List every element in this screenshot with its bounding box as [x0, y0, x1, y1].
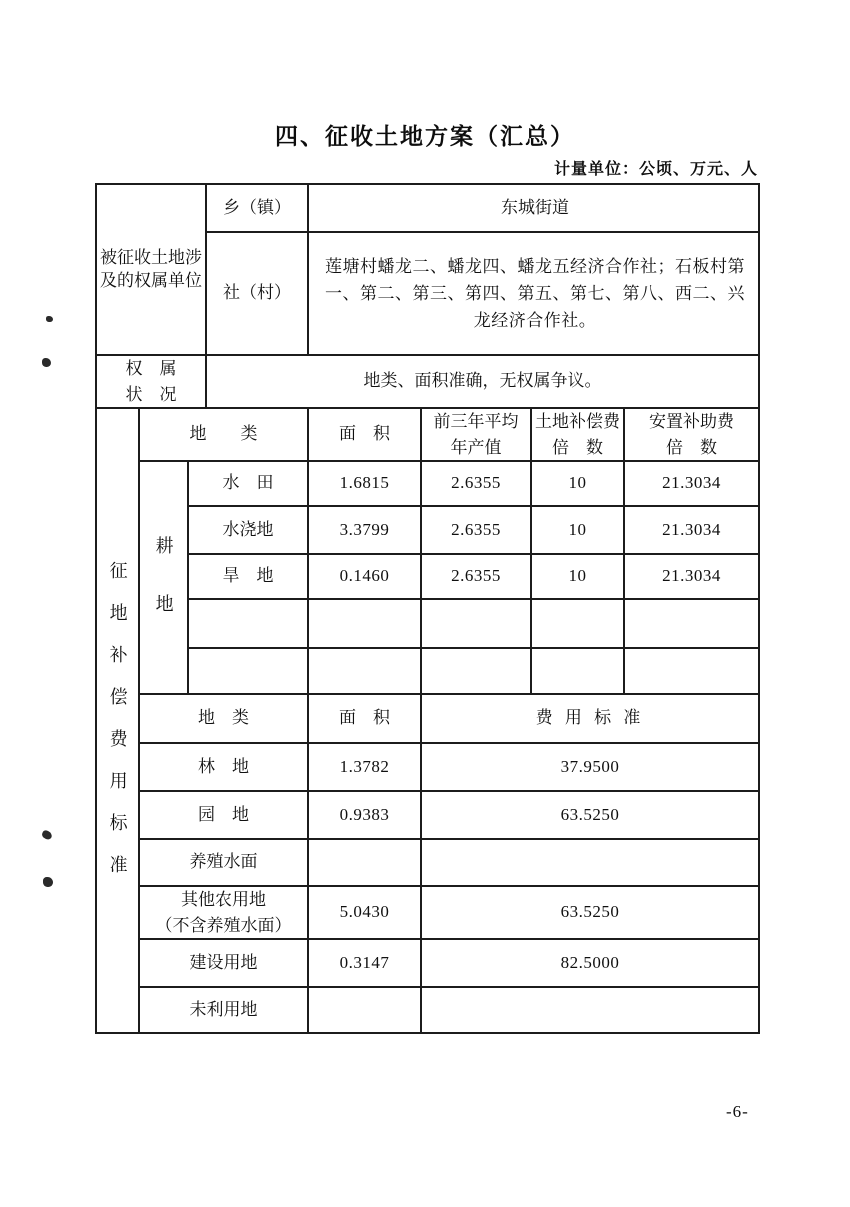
land-area-cell: 1.3782 [308, 743, 421, 791]
ownership-section-label: 被征收土地涉及的权属单位 [96, 184, 206, 355]
crop-land-multiple-cell [531, 648, 624, 694]
crop-land-multiple-cell: 10 [531, 554, 624, 599]
land-row [96, 886, 759, 939]
page-number: -6- [726, 1102, 749, 1121]
crop-type-cell: 水 田 [188, 461, 308, 506]
scan-speck [41, 829, 53, 840]
land-row [96, 791, 759, 839]
crop-area-cell [308, 599, 421, 648]
header-avg-output-line1: 前三年平均 [433, 412, 519, 431]
header-avg-output-line2: 年产值 [450, 437, 502, 457]
land-row [96, 743, 759, 791]
land-row [96, 987, 759, 1033]
crop-area-cell [308, 648, 421, 694]
land-area-cell [308, 839, 421, 886]
crop-type-cell [188, 599, 308, 648]
crop-output-cell: 2.6355 [421, 461, 531, 506]
crop-area-cell: 3.3799 [308, 506, 421, 554]
land-requisition-table [95, 183, 760, 1034]
crop-type-cell: 水浇地 [188, 506, 308, 554]
crop-land-multiple-cell: 10 [531, 506, 624, 554]
status-label-line2: 状 况 [125, 384, 177, 404]
land-type-cell: 林 地 [139, 743, 308, 791]
crop-type-cell: 旱 地 [188, 554, 308, 599]
status-label-cell [96, 355, 206, 408]
land-fee-cell: 63.5250 [421, 791, 759, 839]
header-area: 面 积 [308, 408, 421, 461]
land-area-cell [308, 987, 421, 1033]
status-label-line1: 权 属 [125, 359, 177, 378]
crop-row [96, 506, 759, 554]
land-row [96, 839, 759, 886]
village-value-text: 莲塘村蟠龙二、蟠龙四、蟠龙五经济合作社；石板村第一、第二、第三、第四、第五、第七、第八、西二、兴龙经济合作社。 [325, 256, 746, 331]
header-resettle-line2: 倍 数 [666, 437, 718, 457]
header-avg-output [421, 408, 531, 461]
land-type-note: （不含养殖水面） [155, 915, 292, 935]
crop-output-cell [421, 599, 531, 648]
land-area-cell: 5.0430 [308, 886, 421, 939]
land-type-cell: 养殖水面 [139, 839, 308, 886]
ownership-status-row [96, 355, 759, 408]
header2-fee-standard: 费 用 标 准 [421, 694, 759, 743]
crop-area-cell: 0.1460 [308, 554, 421, 599]
cultivated-group-label-cell [139, 461, 188, 694]
village-label-cell: 社（村） [206, 232, 308, 355]
header-land-comp-line2: 倍 数 [552, 437, 604, 457]
township-label-cell: 乡（镇） [206, 184, 308, 232]
compensation-section-label-cell [96, 408, 139, 1033]
crop-resettle-multiple-cell [624, 648, 759, 694]
land-type-cell: 建设用地 [139, 939, 308, 987]
header-resettle-line1: 安置补助费 [649, 412, 735, 431]
crop-type-cell [188, 648, 308, 694]
crop-land-multiple-cell [531, 599, 624, 648]
unit-note: 计量单位：公顷、万元、人 [553, 161, 758, 178]
crop-resettle-multiple-cell: 21.3034 [624, 506, 759, 554]
village-value-cell [308, 232, 759, 355]
scan-speck [46, 316, 53, 322]
land-fee-cell [421, 987, 759, 1033]
crop-resettle-multiple-cell: 21.3034 [624, 554, 759, 599]
cultivated-group-label: 耕地 [153, 536, 174, 653]
header-land-comp-multiple [531, 408, 624, 461]
township-value-cell: 东城街道 [308, 184, 759, 232]
crop-output-cell: 2.6355 [421, 554, 531, 599]
page-title: 四、征收土地方案（汇总） [275, 123, 575, 149]
crop-output-cell [421, 648, 531, 694]
compensation-header2-row [96, 694, 759, 743]
compensation-header1-row [96, 408, 759, 461]
header-resettle-multiple [624, 408, 759, 461]
land-type-cell [139, 886, 308, 939]
land-type-main: 其他农用地 [181, 890, 267, 909]
crop-row [96, 461, 759, 506]
land-type-cell: 未利用地 [139, 987, 308, 1033]
crop-output-cell: 2.6355 [421, 506, 531, 554]
compensation-section-label: 征地补偿费用标准 [107, 561, 128, 898]
header2-land-type: 地 类 [139, 694, 308, 743]
crop-row [96, 599, 759, 648]
land-type-cell: 园 地 [139, 791, 308, 839]
header-land-comp-line1: 土地补偿费 [535, 412, 621, 431]
scan-speck [43, 877, 53, 887]
status-value-cell: 地类、面积准确，无权属争议。 [206, 355, 759, 408]
crop-resettle-multiple-cell [624, 599, 759, 648]
land-fee-cell [421, 839, 759, 886]
land-fee-cell: 63.5250 [421, 886, 759, 939]
land-row [96, 939, 759, 987]
land-fee-cell: 37.9500 [421, 743, 759, 791]
crop-land-multiple-cell: 10 [531, 461, 624, 506]
crop-row [96, 554, 759, 599]
crop-resettle-multiple-cell: 21.3034 [624, 461, 759, 506]
township-row [96, 184, 759, 232]
land-fee-cell: 82.5000 [421, 939, 759, 987]
land-area-cell: 0.3147 [308, 939, 421, 987]
crop-row [96, 648, 759, 694]
land-area-cell: 0.9383 [308, 791, 421, 839]
header2-area: 面 积 [308, 694, 421, 743]
scan-speck [42, 358, 51, 367]
crop-area-cell: 1.6815 [308, 461, 421, 506]
header-land-type: 地 类 [139, 408, 308, 461]
